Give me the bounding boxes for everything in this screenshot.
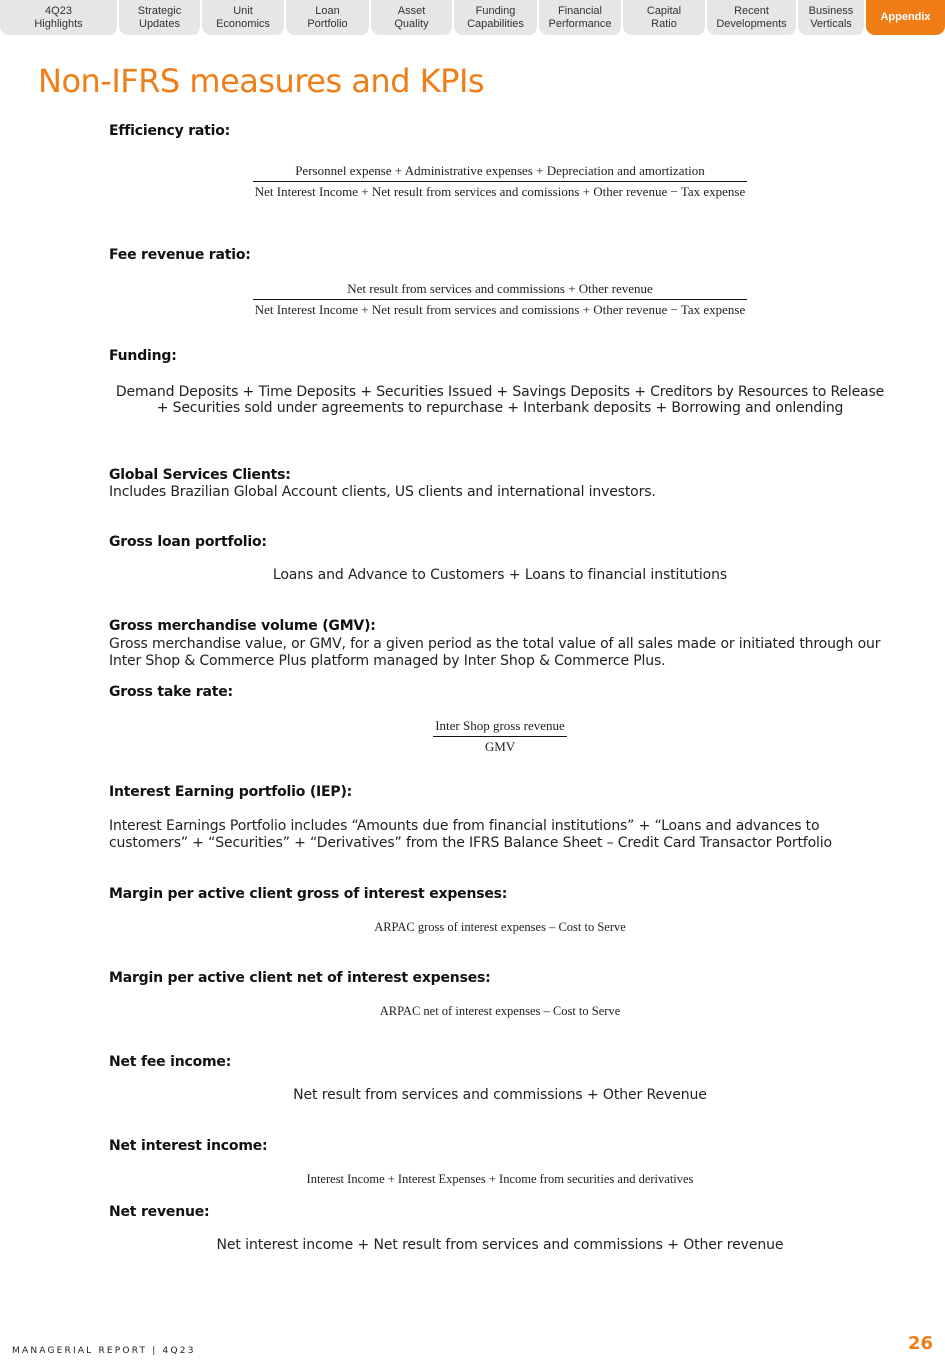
efficiency-denominator: Net Interest Income + Net result from services and comissions + Other revenue − Tax expense	[253, 181, 748, 200]
tab-strategic-updates[interactable]: Strategic Updates	[119, 0, 202, 35]
net-revenue-formula: Net interest income + Net result from services and commissions + Other revenue	[216, 1237, 784, 1253]
gross-take-rate-numerator: Inter Shop gross revenue	[435, 718, 565, 733]
global-services-label: Global Services Clients:	[109, 467, 291, 483]
page-title: Non-IFRS measures and KPIs	[38, 62, 485, 100]
fee-revenue-numerator: Net result from services and commissions + Other revenue	[347, 281, 653, 296]
gross-loan-formula: Loans and Advance to Customers + Loans to financial institutions	[272, 567, 728, 583]
efficiency-numerator: Personnel expense + Administrative expenses + Depreciation and amortization	[295, 163, 705, 178]
net-fee-income-formula: Net result from services and commissions + Other Revenue	[293, 1087, 707, 1103]
margin-gross-label: Margin per active client gross of interest expenses:	[109, 886, 508, 902]
margin-gross-formula: ARPAC gross of interest expenses – Cost to Serve	[374, 920, 626, 934]
gross-loan-label: Gross loan portfolio:	[109, 534, 267, 550]
section-nav	[0, 0, 945, 36]
efficiency-ratio-formula	[0, 163, 945, 200]
tab-unit-economics[interactable]: Unit Economics	[202, 0, 286, 35]
tab-loan-portfolio[interactable]: Loan Portfolio	[286, 0, 371, 35]
iep-label: Interest Earning portfolio (IEP):	[109, 784, 353, 800]
net-interest-income-formula: Interest Income + Interest Expenses + Income from securities and derivatives	[306, 1172, 694, 1186]
gross-take-rate-label: Gross take rate:	[109, 684, 233, 700]
global-services-text: Includes Brazilian Global Account clients, US clients and international investors.	[109, 484, 656, 500]
fee-revenue-ratio-formula	[0, 281, 945, 318]
tab-funding-capabilities[interactable]: Funding Capabilities	[454, 0, 539, 35]
tab-business-verticals[interactable]: Business Verticals	[798, 0, 866, 35]
fee-revenue-ratio-label: Fee revenue ratio:	[109, 247, 251, 263]
efficiency-ratio-label: Efficiency ratio:	[109, 123, 231, 139]
gross-take-rate-denominator: GMV	[433, 736, 567, 755]
net-revenue-label: Net revenue:	[109, 1204, 210, 1220]
iep-text: Interest Earnings Portfolio includes “Amounts due from financial institutions” + “Loans and advances to customers” + “Securities” + “Derivatives” from the IFRS Balance Sheet – Credit Card Transactor Portfolio	[109, 818, 832, 851]
tab-asset-quality[interactable]: Asset Quality	[371, 0, 454, 35]
margin-net-label: Margin per active client net of interest expenses:	[109, 970, 491, 986]
tab-appendix[interactable]: Appendix	[866, 0, 945, 35]
net-interest-income-label: Net interest income:	[109, 1138, 268, 1154]
tab-capital-ratio[interactable]: Capital Ratio	[623, 0, 707, 35]
tab-4q23-highlights[interactable]: 4Q23 Highlights	[0, 0, 119, 35]
gmv-text: Gross merchandise value, or GMV, for a given period as the total value of all sales made or initiated through our Inter Shop & Commerce Plus platform managed by Inter Shop & Commerce Plus.	[109, 636, 881, 669]
funding-formula-line-2: + Securities sold under agreements to repurchase + Interbank deposits + Borrowing and onlending	[156, 400, 844, 416]
tab-financial-performance[interactable]: Financial Performance	[539, 0, 623, 35]
fee-revenue-denominator: Net Interest Income + Net result from services and comissions + Other revenue − Tax expense	[253, 299, 748, 318]
footer-report-name: MANAGERIAL REPORT | 4Q23	[12, 1346, 196, 1356]
funding-formula	[0, 384, 945, 416]
gmv-label: Gross merchandise volume (GMV):	[109, 618, 376, 634]
tab-recent-developments[interactable]: Recent Developments	[707, 0, 798, 35]
net-fee-income-label: Net fee income:	[109, 1054, 232, 1070]
gross-take-rate-formula	[0, 718, 945, 755]
funding-formula-line-1: Demand Deposits + Time Deposits + Securities Issued + Savings Deposits + Creditors by Resources to Release	[115, 384, 885, 400]
margin-net-formula: ARPAC net of interest expenses – Cost to Serve	[379, 1004, 621, 1018]
page-number: 26	[908, 1333, 934, 1354]
funding-label: Funding:	[109, 348, 177, 364]
